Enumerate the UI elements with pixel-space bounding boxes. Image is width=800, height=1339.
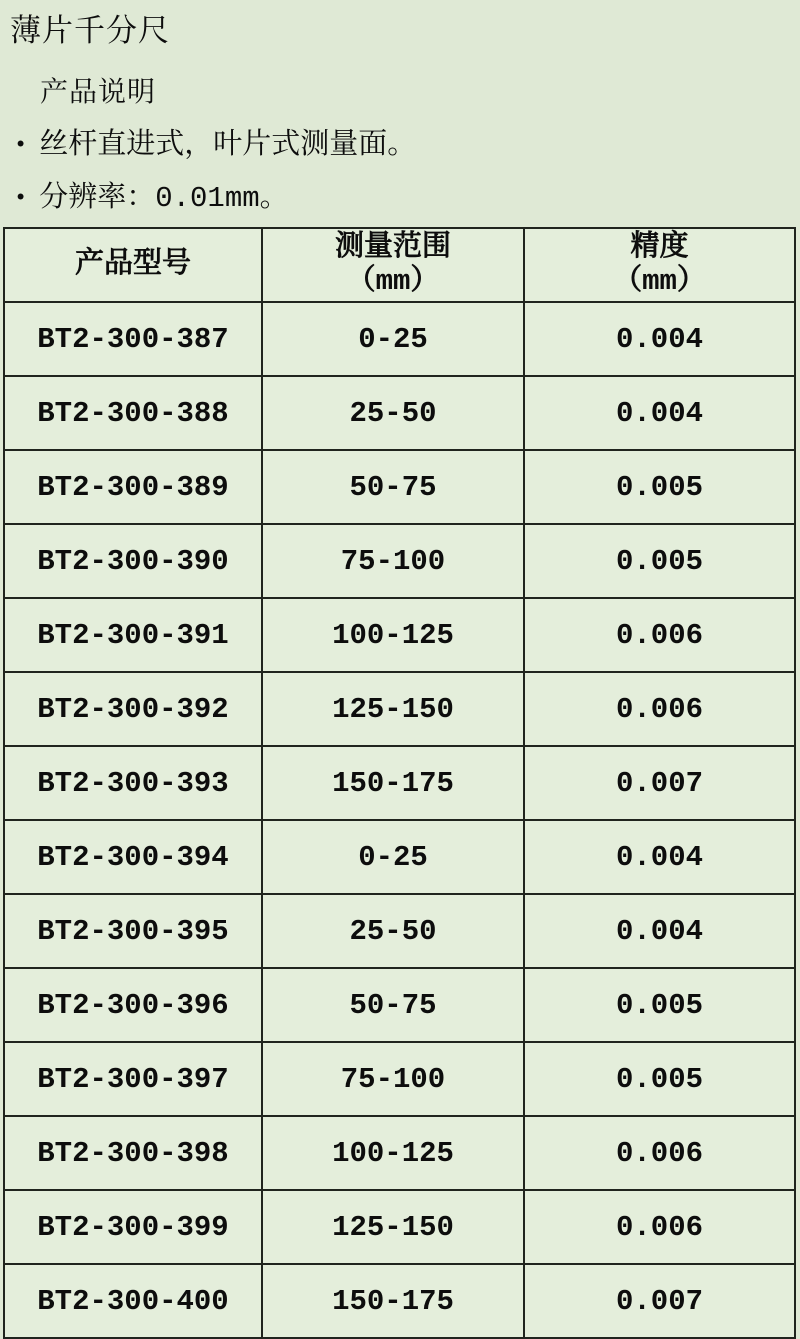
accuracy-cell: 0.004	[524, 820, 795, 894]
table-row	[4, 1116, 795, 1190]
range-cell: 25-50	[262, 894, 524, 968]
range-cell: 125-150	[262, 672, 524, 746]
accuracy-cell: 0.006	[524, 598, 795, 672]
range-cell: 100-125	[262, 1116, 524, 1190]
accuracy-cell: 0.005	[524, 524, 795, 598]
bullet-icon: •	[14, 132, 28, 158]
range-cell: 0-25	[262, 820, 524, 894]
table-row	[4, 450, 795, 524]
column-header-unit: （mm）	[346, 265, 440, 299]
model-cell: BT2-300-391	[4, 598, 262, 672]
accuracy-cell: 0.004	[524, 894, 795, 968]
column-header-unit: （mm）	[613, 265, 706, 299]
table-row	[4, 302, 795, 376]
model-cell: BT2-300-390	[4, 524, 262, 598]
accuracy-cell: 0.004	[524, 302, 795, 376]
range-cell: 50-75	[262, 450, 524, 524]
column-header-label: 精度	[630, 231, 689, 265]
range-cell: 75-100	[262, 524, 524, 598]
accuracy-cell: 0.006	[524, 1190, 795, 1264]
model-cell: BT2-300-387	[4, 302, 262, 376]
table-row	[4, 524, 795, 598]
accuracy-cell: 0.006	[524, 1116, 795, 1190]
page-title: 薄片千分尺	[10, 16, 170, 51]
range-cell: 0-25	[262, 302, 524, 376]
table-row	[4, 1190, 795, 1264]
bullet-text: 分辨率：0.01mm。	[39, 182, 289, 216]
model-cell: BT2-300-397	[4, 1042, 262, 1116]
range-cell: 25-50	[262, 376, 524, 450]
table-body	[4, 302, 795, 1338]
model-cell: BT2-300-398	[4, 1116, 262, 1190]
accuracy-cell: 0.007	[524, 1264, 795, 1338]
model-cell: BT2-300-389	[4, 450, 262, 524]
accuracy-cell: 0.005	[524, 968, 795, 1042]
range-cell: 50-75	[262, 968, 524, 1042]
range-cell: 125-150	[262, 1190, 524, 1264]
spec-table	[3, 227, 796, 1339]
bullet-list	[0, 111, 800, 218]
list-item	[0, 164, 800, 217]
header-row	[4, 228, 795, 302]
table-row	[4, 1264, 795, 1338]
accuracy-cell: 0.005	[524, 1042, 795, 1116]
table-row	[4, 968, 795, 1042]
range-cell: 150-175	[262, 746, 524, 820]
model-cell: BT2-300-395	[4, 894, 262, 968]
table-row	[4, 376, 795, 450]
range-cell: 75-100	[262, 1042, 524, 1116]
model-cell: BT2-300-392	[4, 672, 262, 746]
model-cell: BT2-300-399	[4, 1190, 262, 1264]
column-header-accuracy	[524, 228, 795, 302]
range-cell: 100-125	[262, 598, 524, 672]
table-row	[4, 746, 795, 820]
table-row	[4, 672, 795, 746]
model-cell: BT2-300-388	[4, 376, 262, 450]
table-row	[4, 1042, 795, 1116]
model-cell: BT2-300-394	[4, 820, 262, 894]
model-cell: BT2-300-393	[4, 746, 262, 820]
bullet-text: 丝杆直进式，叶片式测量面。	[39, 128, 417, 162]
table-row	[4, 894, 795, 968]
model-cell: BT2-300-396	[4, 968, 262, 1042]
list-item	[0, 111, 800, 164]
column-header-range	[262, 228, 524, 302]
column-header-label: 测量范围	[334, 231, 451, 265]
section-heading: 产品说明	[40, 78, 157, 110]
column-header-model	[4, 228, 262, 302]
column-header-label: 产品型号	[74, 248, 191, 282]
accuracy-cell: 0.004	[524, 376, 795, 450]
accuracy-cell: 0.006	[524, 672, 795, 746]
model-cell: BT2-300-400	[4, 1264, 262, 1338]
table-row	[4, 820, 795, 894]
accuracy-cell: 0.007	[524, 746, 795, 820]
range-cell: 150-175	[262, 1264, 524, 1338]
table-row	[4, 598, 795, 672]
bullet-icon: •	[14, 186, 28, 212]
accuracy-cell: 0.005	[524, 450, 795, 524]
